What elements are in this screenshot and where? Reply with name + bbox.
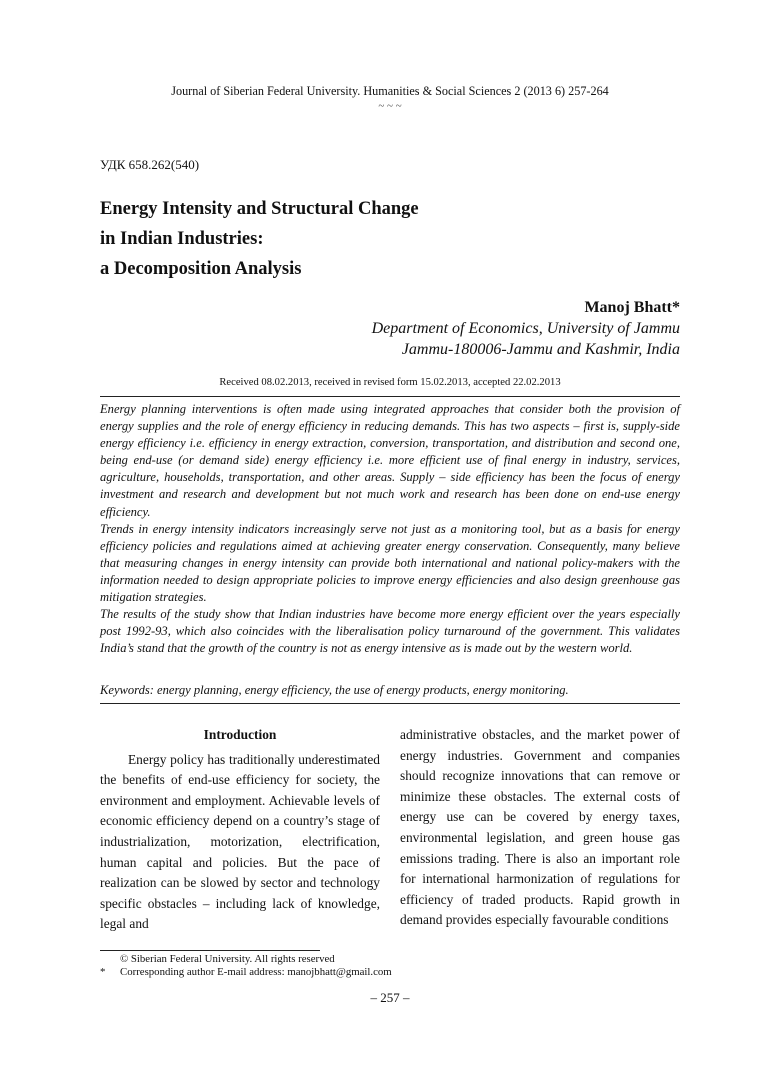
paper-title: [100, 194, 660, 284]
footnote-rule: [100, 950, 320, 951]
corresponding-email: Corresponding author E-mail address: manojbhatt@gmail.com: [120, 966, 392, 978]
abstract-bottom-rule: [100, 703, 680, 704]
author-affiliation: Department of Economics, University of Jammu: [371, 320, 680, 337]
udk-code: УДК 658.262(540): [100, 157, 200, 172]
title-line: in Indian Industries:: [100, 229, 264, 249]
author-name: Manoj Bhatt*: [584, 299, 680, 316]
page-number: – 257 –: [370, 990, 410, 1005]
body-paragraph: Energy policy has traditionally underestimated the benefits of end-use efficiency for society, the environment and employment. Achievable levels of economic efficiency depend on a country’s stage of industrialization, motorization, electrification, human capital and policies. But the pace of realization can be slowed by sector and technology specific obstacles – including lack of knowledge, legal and: [100, 751, 380, 932]
corresponding-footnote: [100, 966, 680, 979]
body-paragraph: administrative obstacles, and the market power of energy industries. Government and companies should recognize innovations that can remove or minimize these obstacles. The external costs of energy use can be covered by energy taxes, environmental legislation, and green house gas emissions trading. There is also an important role for international harmonization of regulations for efficiency of traded products. Rapid growth in demand provides especially favourable conditions: [400, 727, 680, 928]
author-address: Jammu-180006-Jammu and Kashmir, India: [401, 341, 680, 358]
title-line: a Decomposition Analysis: [100, 259, 302, 279]
header-ornament: ~ ~ ~: [378, 100, 402, 112]
abstract-top-rule: [100, 396, 680, 397]
author-block: [280, 297, 680, 360]
abstract-paragraph: Trends in energy intensity indicators increasingly serve not just as a monitoring tool, but as a basis for energy efficiency policies and regulations aimed at achieving greater energy conservation. Consequently, many believe that measuring changes in energy intensity can provide both international and national policy-makers with the information needed to design appropriate policies to improve energy efficiencies and also design greenhouse gas mitigation strategies.: [100, 521, 680, 605]
footnote-mark: *: [100, 966, 106, 978]
abstract-paragraph: The results of the study show that Indian industries have become more energy efficient over the years especially post 1992-93, which also coincides with the liberalisation policy turnaround of the government. This validates India’s stand that the growth of the country is not as energy intensive as is made out by the western world.: [100, 607, 680, 656]
abstract: [100, 401, 680, 657]
received-dates: Received 08.02.2013, received in revised form 15.02.2013, accepted 22.02.2013: [219, 377, 561, 388]
section-heading: Introduction: [203, 727, 277, 742]
journal-header: Journal of Siberian Federal University. Humanities & Social Sciences 2 (2013 6) 257-264: [171, 84, 609, 98]
body-column-left: [100, 725, 380, 935]
abstract-paragraph: Energy planning interventions is often made using integrated approaches that consider both the provision of energy supplies and the role of energy efficiency in reducing demands. This has two aspects – first is, supply-side energy efficiency i.e. efficiency in energy extraction, conversion, transportation, and distribution and second one, being end-use (or demand side) energy efficiency i.e. more efficient use of final energy in industry, services, agriculture, households, transportation, and other areas. Supply – side efficiency has been the focus of energy investment and research and development but not much work and research has been done on end-use energy efficiency.: [100, 402, 680, 519]
keywords: Keywords: energy planning, energy efficiency, the use of energy products, energy monitoring.: [100, 683, 569, 697]
copyright-footnote: © Siberian Federal University. All rights reserved: [120, 953, 335, 965]
title-line: Energy Intensity and Structural Change: [100, 199, 419, 219]
body-column-right: [400, 725, 680, 931]
